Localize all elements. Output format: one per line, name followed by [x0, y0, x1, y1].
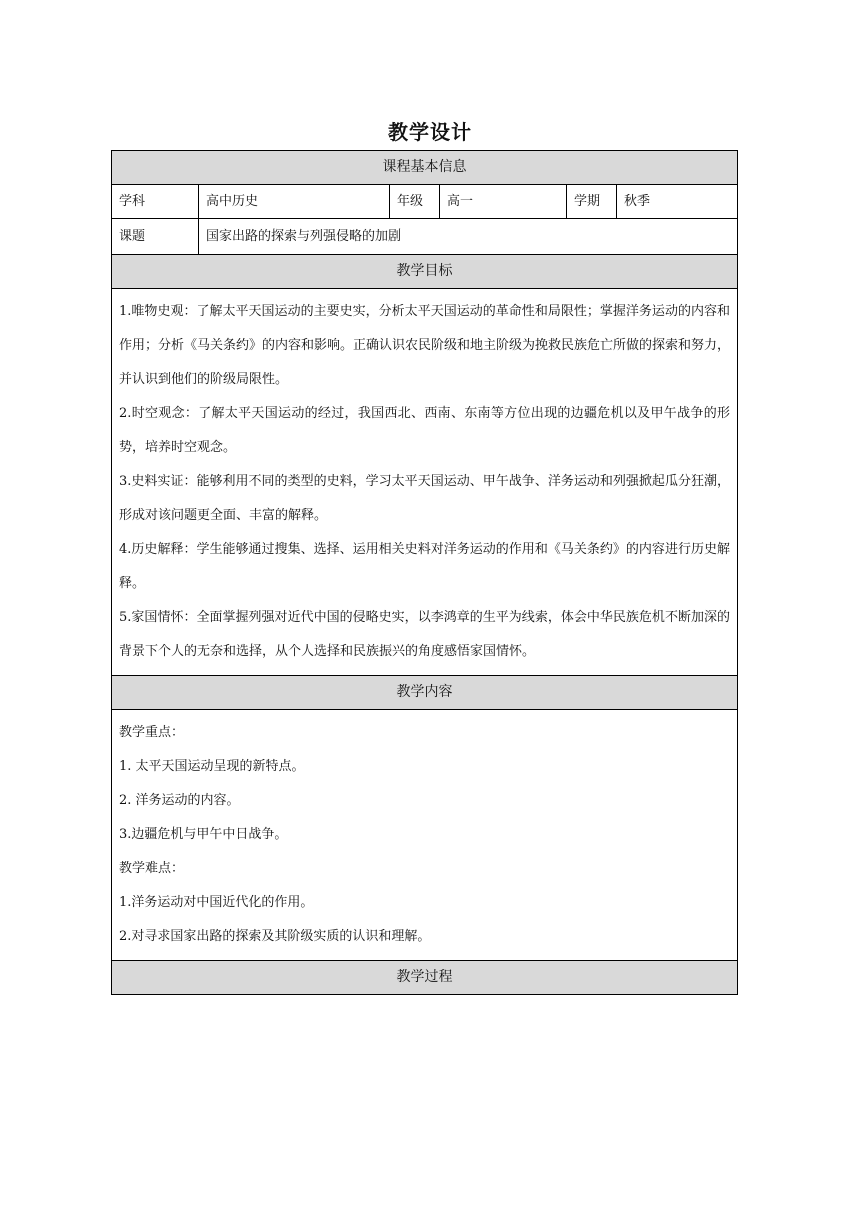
- subject-value: 高中历史: [199, 185, 390, 219]
- objective-item: 3.史料实证：能够利用不同的类型的史料，学习太平天国运动、甲午战争、洋务运动和列强掀起瓜分狂潮，形成对该问题更全面、丰富的解释。: [119, 474, 730, 523]
- page-title: 教学设计: [388, 120, 472, 144]
- difficulty-item: 2.对寻求国家出路的探索及其阶级实质的认识和理解。: [119, 929, 431, 944]
- difficulty-item: 1.洋务运动对中国近代化的作用。: [119, 895, 314, 910]
- grade-value: 高一: [440, 185, 567, 219]
- key-points-label: 教学重点：: [119, 725, 185, 740]
- topic-label: 课题: [112, 219, 199, 255]
- topic-row: [112, 219, 738, 255]
- objectives-row: [112, 289, 738, 676]
- difficulties-label: 教学难点：: [119, 861, 185, 876]
- objective-item: 1.唯物史观：了解太平天国运动的主要史实，分析太平天国运动的革命性和局限性；掌握洋务运动的内容和作用；分析《马关条约》的内容和影响。正确认识农民阶级和地主阶级为挽救民族危亡所做的探索和努力，并认识到他们的阶级局限性。: [119, 304, 731, 387]
- key-point-item: 2. 洋务运动的内容。: [119, 793, 240, 808]
- lesson-plan-table: [111, 150, 738, 995]
- process-header: 教学过程: [112, 961, 738, 995]
- objective-item: 2.时空观念：了解太平天国运动的经过，我国西北、西南、东南等方位出现的边疆危机以及甲午战争的形势，培养时空观念。: [119, 406, 730, 455]
- key-point-item: 3.边疆危机与甲午中日战争。: [119, 827, 288, 842]
- subject-label: 学科: [112, 185, 199, 219]
- basic-info-row: [112, 185, 738, 219]
- content-header: 教学内容: [112, 676, 738, 710]
- content-row: [112, 710, 738, 961]
- topic-value: 国家出路的探索与列强侵略的加剧: [199, 219, 738, 255]
- objective-item: 5.家国情怀：全面掌握列强对近代中国的侵略史实，以李鸿章的生平为线索，体会中华民族危机不断加深的背景下个人的无奈和选择，从个人选择和民族振兴的角度感悟家国情怀。: [119, 610, 730, 659]
- objectives-header: 教学目标: [112, 255, 738, 289]
- process-header-row: [112, 961, 738, 995]
- content-header-row: [112, 676, 738, 710]
- objectives-cell: [112, 289, 738, 676]
- key-point-item: 1. 太平天国运动呈现的新特点。: [119, 759, 305, 774]
- term-label: 学期: [567, 185, 617, 219]
- basic-info-header-row: [112, 151, 738, 185]
- grade-label: 年级: [390, 185, 440, 219]
- content-cell: [112, 710, 738, 961]
- objective-item: 4.历史解释：学生能够通过搜集、选择、运用相关史料对洋务运动的作用和《马关条约》的内容进行历史解释。: [119, 542, 730, 591]
- term-value: 秋季: [617, 185, 738, 219]
- objectives-header-row: [112, 255, 738, 289]
- basic-info-header: 课程基本信息: [112, 151, 738, 185]
